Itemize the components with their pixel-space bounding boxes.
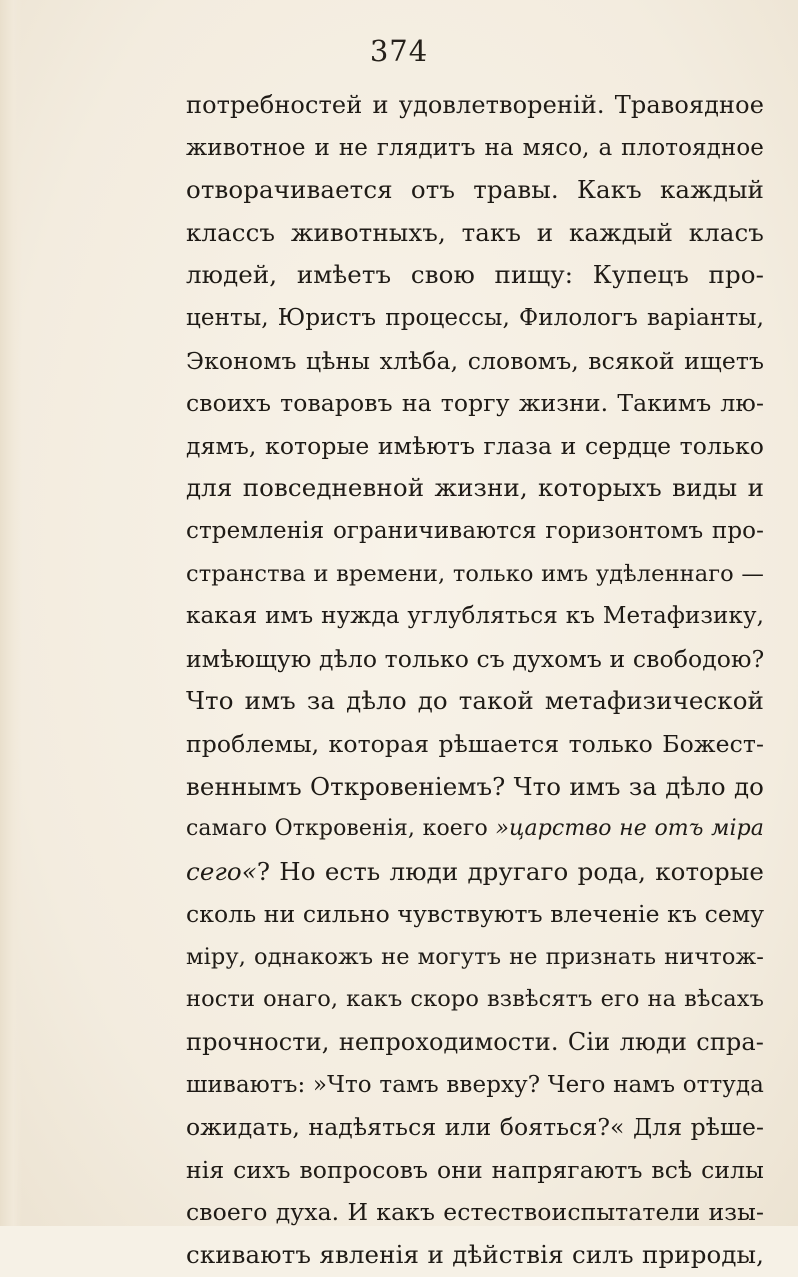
quote-italic-start: »царство не отъ міра xyxy=(495,816,764,842)
text-line-28: скиваютъ явленія и дѣйствія силъ природы, xyxy=(186,1240,764,1270)
page-edge-shadow xyxy=(0,0,22,1226)
text-line-23: прочности, непроходимости. Сіи люди спра- xyxy=(186,1028,764,1057)
text-line-12: странства и времени, только имъ удѣленнаго — xyxy=(186,560,764,587)
text-line-14: имѣющую дѣло только съ духомъ и свободою? xyxy=(186,644,764,673)
text-line-26: нія сихъ вопросовъ они напрягаютъ всѣ силы xyxy=(186,1155,764,1184)
text-line-11: стремленія ограничиваются горизонтомъ про- xyxy=(186,517,764,544)
text-line-15: Что имъ за дѣло до такой метафизической xyxy=(186,686,764,716)
text-line-8: своихъ товаровъ на торгу жизни. Такимъ лю- xyxy=(186,389,764,418)
text-line-6: центы, Юристъ процессы, Филологъ варіанты, xyxy=(186,304,764,331)
text-line-18 xyxy=(186,808,764,851)
text-line-4: классъ животныхъ, такъ и каждый класъ xyxy=(186,217,764,247)
text-line-21: міру, однакожъ не могутъ не признать ничтож- xyxy=(186,943,764,970)
text-line-10: для повседневной жизни, которыхъ виды и xyxy=(186,473,764,503)
text-line-13: какая имъ нужда углубляться къ Метафизику, xyxy=(186,603,764,630)
text-line-18-start: самаго Откровенія, коего xyxy=(186,816,496,842)
text-line-2: животное и не глядитъ на мясо, а плотоядное xyxy=(186,134,764,161)
text-line-7: Экономъ цѣны хлѣба, словомъ, всякой ищетъ xyxy=(186,346,764,375)
text-line-16: проблемы, которая рѣшается только Божест- xyxy=(186,729,764,758)
text-line-20: сколь ни сильно чувствуютъ влеченіе къ сему xyxy=(186,900,764,929)
text-line-22: ности онаго, какъ скоро взвѣсятъ его на вѣсахъ xyxy=(186,986,764,1013)
text-line-24: шиваютъ: »Что тамъ вверху? Чего намъ оттуда xyxy=(186,1071,764,1098)
text-line-19 xyxy=(186,851,764,894)
quote-italic-end: сего« xyxy=(186,856,257,886)
text-line-25: ожидать, надѣяться или бояться?« Для рѣше- xyxy=(186,1113,764,1142)
text-line-19-rest: ? Но есть люди другаго рода, которые xyxy=(256,856,764,886)
text-line-17: веннымъ Откровеніемъ? Что имъ за дѣло до xyxy=(186,771,764,801)
text-line-5: людей, имѣетъ свою пищу: Купецъ про- xyxy=(186,260,764,290)
text-line-9: дямъ, которые имѣютъ глаза и сердце только xyxy=(186,431,764,460)
text-line-3: отворачивается отъ травы. Какъ каждый xyxy=(186,175,764,205)
text-line-27: своего духа. И какъ естествоиспытатели изы- xyxy=(186,1198,764,1227)
text-line-1: потребностей и удовлетвореній. Травоядное xyxy=(186,91,764,119)
page-number: 374 xyxy=(369,34,429,68)
body-text xyxy=(186,84,764,1277)
